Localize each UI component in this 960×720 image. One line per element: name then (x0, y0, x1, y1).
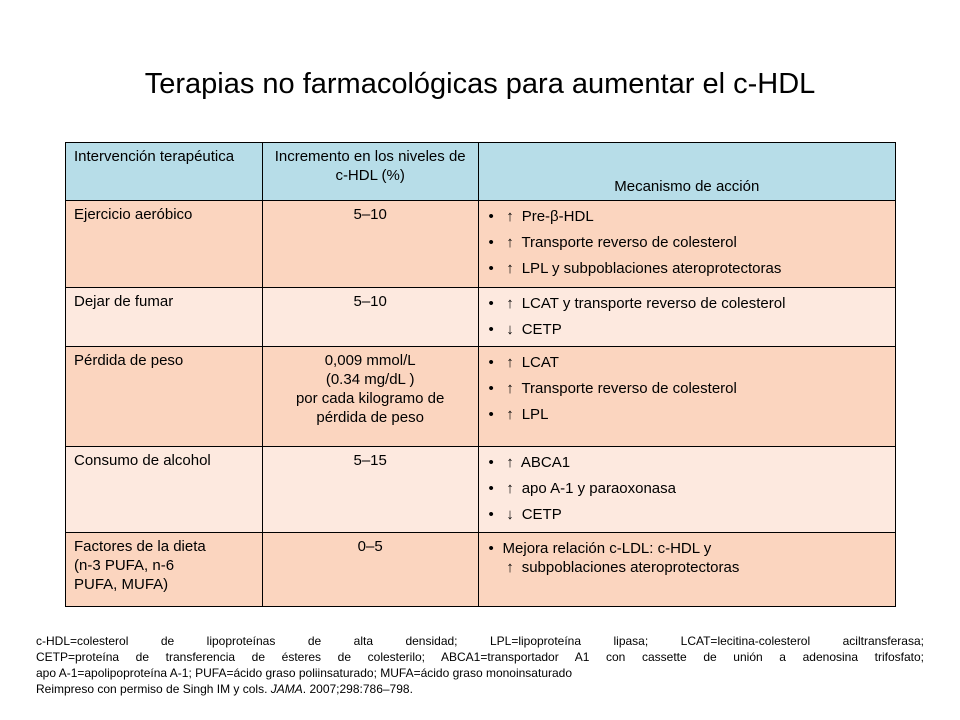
intervention-cell: Pérdida de peso (66, 347, 263, 447)
mechanism-item (487, 233, 887, 252)
therapy-table (65, 142, 896, 607)
increase-line: 0,009 mmol/L (324, 352, 416, 369)
footnote-line: c-HDL=colesterol de lipoproteínas de alta densidad; LPL=lipoproteína lipasa; LCAT=lecitina-colesterol aciltransferasa; (36, 634, 924, 648)
mechanism-cell (478, 201, 895, 288)
increase-cell: 5–15 (262, 447, 478, 533)
intervention-cell: Consumo de alcohol (66, 447, 263, 533)
arrow-up-icon: ↑ (506, 454, 514, 471)
mechanism-item (487, 207, 887, 226)
arrow-up-icon: ↑ (506, 406, 514, 423)
arrow-up-icon: ↑ (506, 208, 514, 225)
intervention-line: PUFA, MUFA) (74, 576, 169, 593)
intervention-line: (n-3 PUFA, n-6 (74, 557, 175, 574)
mechanism-text: LCAT y transporte reverso de colesterol (521, 295, 786, 312)
footnotes (36, 633, 924, 697)
intervention-cell: Ejercicio aeróbico (66, 201, 263, 288)
intervention-cell (66, 533, 263, 607)
journal-name: JAMA (270, 682, 303, 696)
table-row (66, 447, 896, 533)
arrow-down-icon: ↓ (506, 506, 514, 523)
mechanism-text: subpoblaciones ateroprotectoras (521, 559, 740, 576)
mechanism-item (487, 259, 887, 278)
mechanism-item (487, 320, 887, 339)
arrow-up-icon: ↑ (506, 354, 514, 371)
arrow-up-icon: ↑ (506, 559, 514, 576)
footnote-line: apo A-1=apolipoproteína A-1; PUFA=ácido graso poliinsaturado; MUFA=ácido graso monoinsaturado (36, 666, 573, 680)
mechanism-item (487, 353, 887, 372)
arrow-up-icon: ↑ (506, 480, 514, 497)
mechanism-item (487, 405, 887, 424)
mechanism-text: CETP (521, 506, 562, 523)
arrow-up-icon: ↑ (506, 234, 514, 251)
citation-line (36, 681, 924, 697)
mechanism-text: LCAT (521, 354, 559, 371)
mechanism-text: Pre-β-HDL (521, 208, 594, 225)
mechanism-cell (478, 533, 895, 607)
increase-cell: 5–10 (262, 201, 478, 288)
table-row (66, 533, 896, 607)
table-row (66, 288, 896, 347)
increase-line: pérdida de peso (316, 409, 424, 426)
mechanism-text: Transporte reverso de colesterol (521, 234, 737, 251)
intervention-line: Factores de la dieta (74, 538, 206, 555)
mechanism-item (487, 379, 887, 398)
header-intervention: Intervención terapéutica (66, 143, 263, 201)
mechanism-text: Mejora relación c-LDL: c-HDL y (502, 540, 712, 557)
mechanism-item (487, 479, 887, 498)
mechanism-text: LPL (521, 406, 549, 423)
increase-line: por cada kilogramo de (295, 390, 445, 407)
header-mechanism: Mecanismo de acción (478, 143, 895, 201)
increase-cell (262, 347, 478, 447)
arrow-up-icon: ↑ (506, 260, 514, 277)
intervention-cell: Dejar de fumar (66, 288, 263, 347)
mechanism-item (487, 505, 887, 524)
mechanism-text: Transporte reverso de colesterol (521, 380, 737, 397)
table-header-row (66, 143, 896, 201)
increase-line: (0.34 mg/dL ) (325, 371, 415, 388)
mechanism-item (487, 453, 887, 472)
mechanism-cell (478, 447, 895, 533)
mechanism-item (487, 539, 887, 577)
mechanism-item (487, 294, 887, 313)
mechanism-text: CETP (521, 321, 562, 338)
header-increase: Incremento en los niveles de c-HDL (%) (262, 143, 478, 201)
increase-cell: 0–5 (262, 533, 478, 607)
increase-cell: 5–10 (262, 288, 478, 347)
mechanism-text: ABCA1 (520, 454, 571, 471)
mechanism-text: LPL y subpoblaciones ateroprotectoras (521, 260, 782, 277)
mechanism-cell (478, 347, 895, 447)
slide-title: Terapias no farmacológicas para aumentar el c-HDL (144, 68, 816, 100)
citation-details: . 2007;298:786–798. (302, 682, 413, 696)
arrow-up-icon: ↑ (506, 380, 514, 397)
citation-text: Reimpreso con permiso de Singh IM y cols. (36, 682, 268, 696)
arrow-up-icon: ↑ (506, 295, 514, 312)
mechanism-text: apo A-1 y paraoxonasa (521, 480, 676, 497)
table-row (66, 347, 896, 447)
table-row (66, 201, 896, 288)
arrow-down-icon: ↓ (506, 321, 514, 338)
mechanism-cell (478, 288, 895, 347)
footnote-line: CETP=proteína de transferencia de ésteres de colesterilo; ABCA1=transportador A1 con cassette de unión a adenosina trifosfato; (36, 650, 924, 664)
